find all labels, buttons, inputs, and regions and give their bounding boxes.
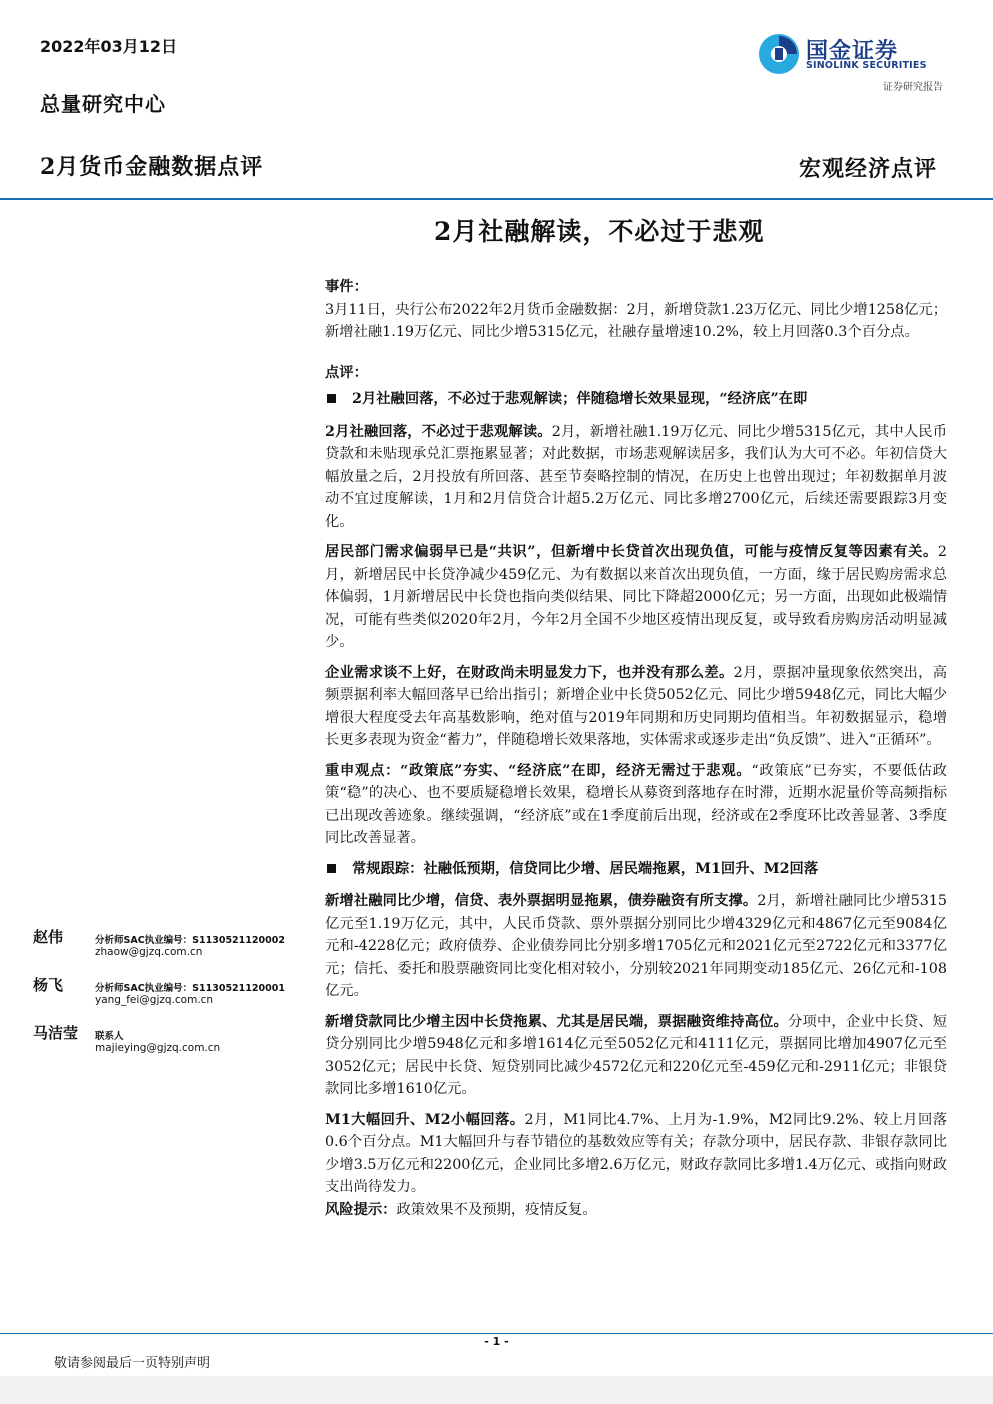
main-content xyxy=(325,276,947,1221)
paragraph-6: 新增贷款同比少增主因中长贷拖累、尤其是居民端，票据融资维持高位。分项中，企业中长贷、短贷分别同比少增5948亿元和多增1614亿元至5052亿元和4111亿元，票据同比增加4907亿元至3052亿元；居民中长贷、短贷别同比减少4572亿元和220亿元至-459亿元和-2911亿元；非银贷款同比多增1610亿元。 xyxy=(325,1013,948,1097)
analyst-name: 马洁莹 xyxy=(33,1024,79,1042)
analyst-item xyxy=(33,974,313,1022)
report-type: 宏观经济点评 xyxy=(798,156,937,182)
square-bullet-icon xyxy=(327,864,336,873)
analyst-email[interactable]: zhaow@gjzq.com.cn xyxy=(95,946,203,958)
logo-name-en: SINOLINK SECURITIES xyxy=(806,60,927,71)
paragraph-7: M1大幅回升、M2小幅回落。2月，M1同比4.7%、上月为-1.9%，M2同比9.2%、较上月回落0.6个百分点。M1大幅回升与春节错位的基数效应等有关；存款分项中，居民存款、非银存款同比少增3.5万亿元和2200亿元，企业同比多增2.6万亿元，财政存款同比多增1.4万亿元、或指向财政支出尚待发力。 xyxy=(325,1111,947,1195)
analyst-name: 赵伟 xyxy=(33,928,64,946)
analyst-role: 分析师SAC执业编号：S1130521120001 xyxy=(95,983,285,994)
report-series: 2月货币金融数据点评 xyxy=(40,154,264,180)
event-heading: 事件： xyxy=(325,279,368,295)
analyst-role: 分析师SAC执业编号：S1130521120002 xyxy=(95,935,285,946)
header-divider xyxy=(0,198,993,200)
square-bullet-icon xyxy=(327,394,336,403)
event-text: 3月11日，央行公布2022年2月货币金融数据：2月，新增贷款1.23万亿元、同比少增1258亿元；新增社融1.19万亿元、同比少增5315亿元，社融存量增速10.2%，较上月回落0.3个百分点。 xyxy=(325,301,947,340)
section-bullet-2: 常规跟踪：社融低预期，信贷同比少增、居民端拖累，M1回升、M2回落 xyxy=(325,858,947,881)
department: 总量研究中心 xyxy=(40,92,166,116)
comment-heading: 点评： xyxy=(325,364,368,381)
page-title: 2月社融解读，不必过于悲观 xyxy=(434,217,765,246)
footer-divider xyxy=(0,1333,993,1334)
analyst-list xyxy=(33,926,313,1070)
analyst-email[interactable]: yang_fei@gjzq.com.cn xyxy=(95,994,214,1006)
analyst-item xyxy=(33,926,313,974)
paragraph-1: 2月社融回落，不必过于悲观解读。2月，新增社融1.19万亿元、同比少增5315亿元，其中人民币贷款和未贴现承兑汇票拖累显著；对此数据，市场悲观解读居多，我们认为大可不必。年初信贷大幅放量之后，2月投放有所回落、甚至节奏略控制的情况，在历史上也曾出现过；年初数据单月波动不宜过度解读，1月和2月信贷合计超5.2万亿元、同比多增2700亿元，后续还需要跟踪3月变化。 xyxy=(325,423,947,530)
risk-note: 风险提示：政策效果不及预期，疫情反复。 xyxy=(325,1201,597,1218)
disclaimer-note: 敬请参阅最后一页特别声明 xyxy=(54,1356,211,1371)
bottom-band xyxy=(0,1376,993,1404)
paragraph-2: 居民部门需求偏弱早已是“共识”，但新增中长贷首次出现负值，可能与疫情反复等因素有关。2月，新增居民中长贷净减少459亿元、为有数据以来首次出现负值，一方面，缘于居民购房需求总体偏弱，1月新增居民中长贷也指向类似结果、同比下降超2000亿元；另一方面，出现如此极端情况，可能有些类似2020年2月，今年2月全国不少地区疫情出现反复，或导致看房购房活动明显减少。 xyxy=(325,544,947,650)
paragraph-5: 新增社融同比少增，信贷、表外票据明显拖累，债券融资有所支撑。2月，新增社融同比少增5315亿元至1.19万亿元，其中，人民币贷款、票外票据分别同比少增4329亿元和4867亿元至9084亿元和-4228亿元；政府债券、企业债券同比分别多增1705亿元和2021亿元至2722亿元和3377亿元；信托、委托和股票融资同比变化相对较小，分别较2021年同期变动185亿元、26亿元和-108亿元。 xyxy=(325,893,948,999)
page-number: - 1 - xyxy=(484,1335,509,1348)
analyst-email[interactable]: majieying@gjzq.com.cn xyxy=(95,1042,221,1054)
logo-subtitle: 证券研究报告 xyxy=(883,82,943,93)
paragraph-3: 企业需求谈不上好，在财政尚未明显发力下，也并没有那么差。2月，票据冲量现象依然突出，高频票据利率大幅回落早已给出指引；新增企业中长贷5052亿元、同比少增5948亿元，同比大幅少增很大程度受去年高基数影响，绝对值与2019年同期和历史同期均值相当。年初数据显示，稳增长更多表现为资金“蓄力”，伴随稳增长效果落地，实体需求或逐步走出“负反馈”、进入“正循环”。 xyxy=(325,664,947,748)
analyst-name: 杨飞 xyxy=(33,976,64,994)
analyst-role: 联系人 xyxy=(95,1031,124,1042)
paragraph-4: 重申观点：“政策底”夯实、“经济底”在即，经济无需过于悲观。“政策底”已夯实，不要低估政策“稳”的决心、也不要质疑稳增长效果，稳增长从募资到落地存在时滞，近期水泥量价等高频指标已出现改善迹象。继续强调，“经济底”或在1季度前后出现，经济或在2季度环比改善显著、3季度同比改善显著。 xyxy=(325,762,947,846)
section-bullet-1: 2月社融回落，不必过于悲观解读；伴随稳增长效果显现，“经济底”在即 xyxy=(325,388,947,411)
analyst-item xyxy=(33,1022,313,1070)
report-date: 2022年03月12日 xyxy=(40,37,178,56)
logo-name-cn: 国金证券 xyxy=(806,39,899,64)
